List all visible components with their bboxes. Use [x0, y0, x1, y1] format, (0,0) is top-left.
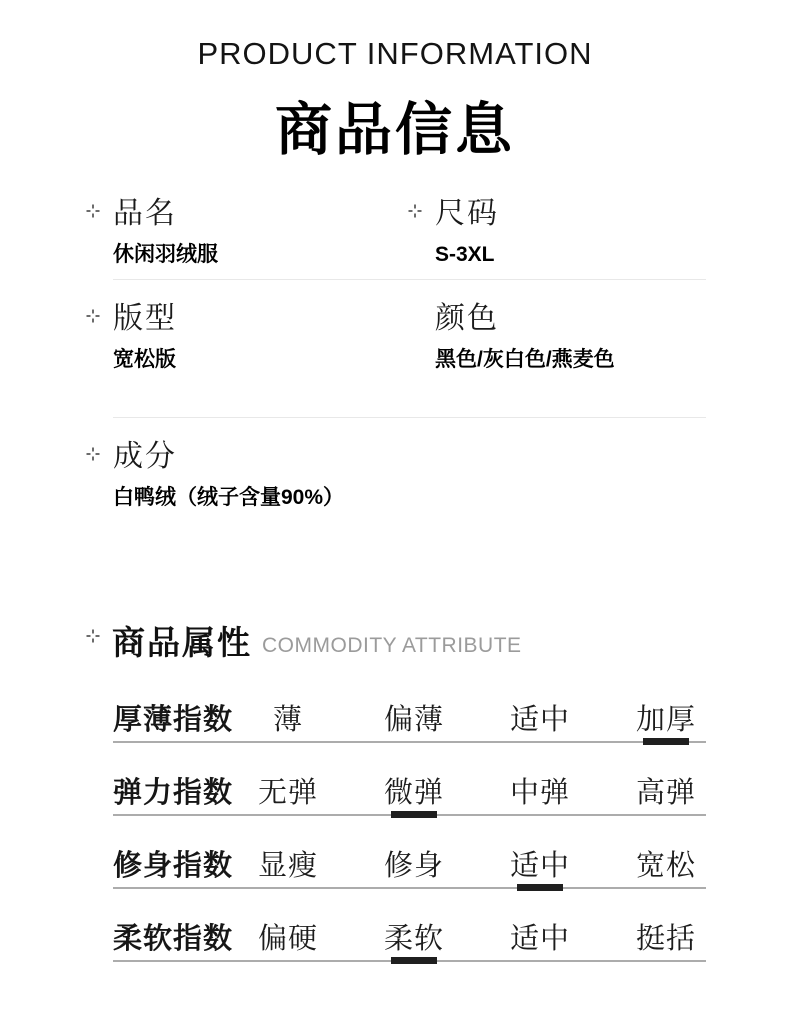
- attr-row-softness: [113, 916, 706, 989]
- attr-option: 高弹: [635, 777, 696, 809]
- attr-row-slimness: [113, 843, 706, 916]
- crosshair-icon: [86, 629, 100, 643]
- field-value: S-3XL: [435, 243, 495, 266]
- page-title-zh: 商品信息: [275, 98, 515, 162]
- page-title-en: PRODUCT INFORMATION: [197, 36, 593, 71]
- field-divider: [113, 279, 706, 280]
- crosshair-icon: [86, 309, 100, 323]
- field-size: [435, 198, 499, 268]
- attr-option: 挺括: [635, 923, 696, 955]
- attr-option: 宽松: [635, 850, 696, 882]
- field-value: 休闲羽绒服: [113, 243, 218, 266]
- selected-indicator-bar: [643, 738, 689, 745]
- field-label: 颜色: [435, 302, 499, 335]
- section-title-en: COMMODITY ATTRIBUTE: [262, 634, 522, 657]
- selected-indicator-bar: [517, 884, 563, 891]
- attr-option: 无弹: [257, 777, 318, 809]
- section-title-zh: 商品属性: [112, 624, 252, 661]
- field-color: [435, 303, 615, 373]
- attr-option: 偏薄: [383, 704, 444, 736]
- field-value: 宽松版: [113, 348, 176, 371]
- crosshair-icon: [408, 204, 422, 218]
- field-composition: [113, 441, 344, 511]
- field-label: 品名: [113, 197, 177, 230]
- selected-indicator-bar: [391, 957, 437, 964]
- attr-option: 薄: [272, 704, 303, 736]
- attr-option: 显瘦: [257, 850, 318, 882]
- row-underline: [113, 741, 706, 743]
- attr-option: 适中: [509, 850, 570, 882]
- row-underline: [113, 887, 706, 889]
- attr-option: 柔软: [383, 923, 444, 955]
- attr-row-elasticity: [113, 770, 706, 843]
- attr-option: 加厚: [635, 704, 696, 736]
- attr-option: 修身: [383, 850, 444, 882]
- field-label: 版型: [113, 302, 177, 335]
- field-value: 白鸭绒（绒子含量90%）: [113, 486, 345, 509]
- attr-row-label: 厚薄指数: [113, 704, 234, 736]
- attr-row-label: 修身指数: [113, 850, 234, 882]
- selected-indicator-bar: [391, 811, 437, 818]
- attribute-table: [113, 697, 706, 989]
- field-fit-type: [113, 303, 177, 373]
- attr-option: 偏硬: [257, 923, 318, 955]
- field-divider: [113, 417, 706, 418]
- field-value: 黑色/灰白色/燕麦色: [435, 348, 615, 371]
- attr-row-thickness: [113, 697, 706, 770]
- crosshair-icon: [86, 447, 100, 461]
- attr-option: 微弹: [383, 777, 444, 809]
- attr-option: 适中: [509, 923, 570, 955]
- attr-option: 适中: [509, 704, 570, 736]
- attributes-section-header: [112, 617, 522, 664]
- field-label: 成分: [113, 440, 177, 473]
- field-product-name: [113, 198, 218, 268]
- attr-row-label: 柔软指数: [113, 923, 234, 955]
- field-label: 尺码: [435, 197, 499, 230]
- attr-option: 中弹: [509, 777, 570, 809]
- attr-row-label: 弹力指数: [113, 777, 234, 809]
- crosshair-icon: [86, 204, 100, 218]
